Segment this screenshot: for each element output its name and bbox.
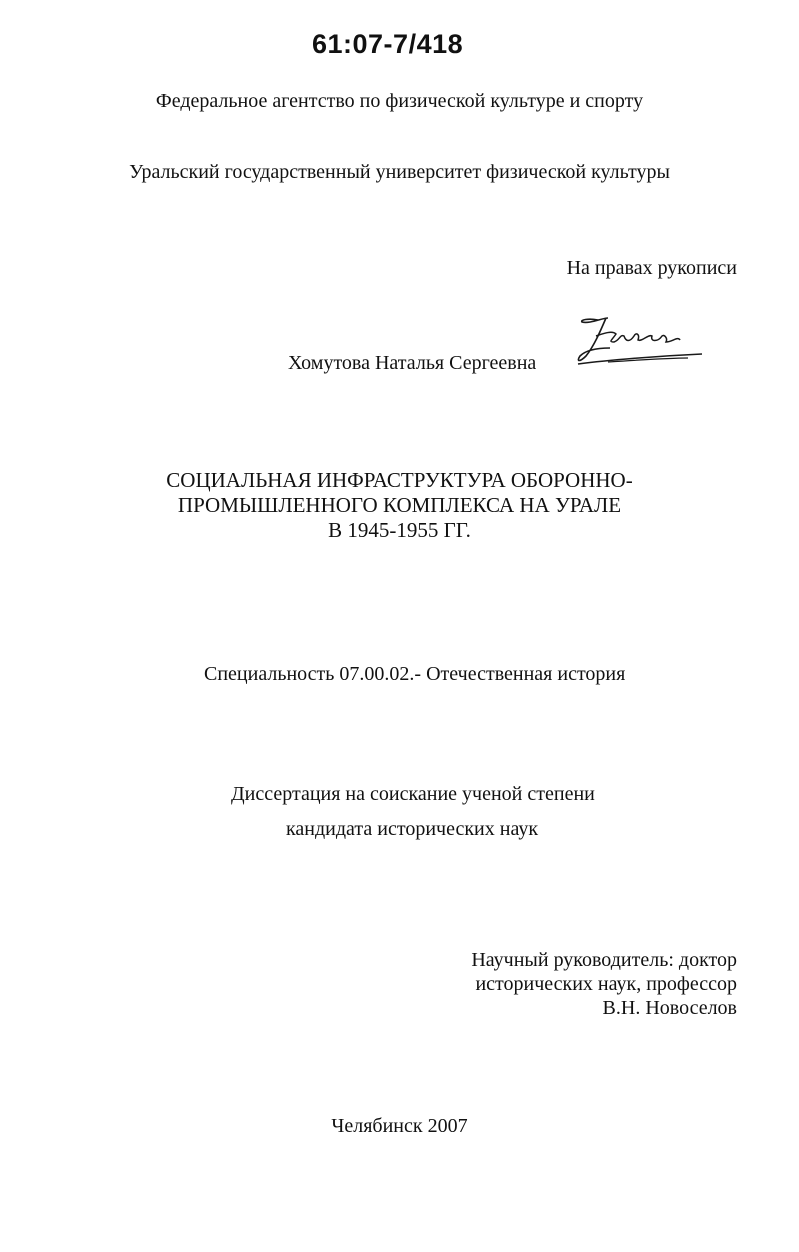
university-name: Уральский государственный университет физической культуры bbox=[129, 161, 670, 183]
title-line: СОЦИАЛЬНАЯ ИНФРАСТРУКТУРА ОБОРОННО- bbox=[166, 468, 633, 492]
archive-stamp-code: 61:07-7/418 bbox=[312, 29, 464, 59]
advisor-line: Научный руководитель: доктор bbox=[471, 949, 737, 971]
author-name: Хомутова Наталья Сергеевна bbox=[288, 352, 537, 374]
degree-line-1: Диссертация на соискание ученой степени bbox=[231, 783, 595, 805]
degree-line-2: кандидата исторических наук bbox=[286, 818, 539, 840]
author-signature bbox=[568, 312, 708, 378]
city-year: Челябинск 2007 bbox=[331, 1115, 468, 1137]
specialty: Специальность 07.00.02.- Отечественная история bbox=[204, 663, 626, 685]
agency-name: Федеральное агентство по физической культуре и спорту bbox=[155, 90, 644, 112]
title-line: ПРОМЫШЛЕННОГО КОМПЛЕКСА НА УРАЛЕ bbox=[177, 493, 622, 517]
advisor-line: В.Н. Новоселов bbox=[602, 997, 737, 1019]
scientific-advisor bbox=[440, 948, 737, 1020]
title-line: В 1945-1955 ГГ. bbox=[328, 518, 471, 542]
advisor-line: исторических наук, профессор bbox=[475, 973, 737, 995]
rights-note: На правах рукописи bbox=[566, 257, 737, 279]
dissertation-title bbox=[0, 468, 799, 543]
